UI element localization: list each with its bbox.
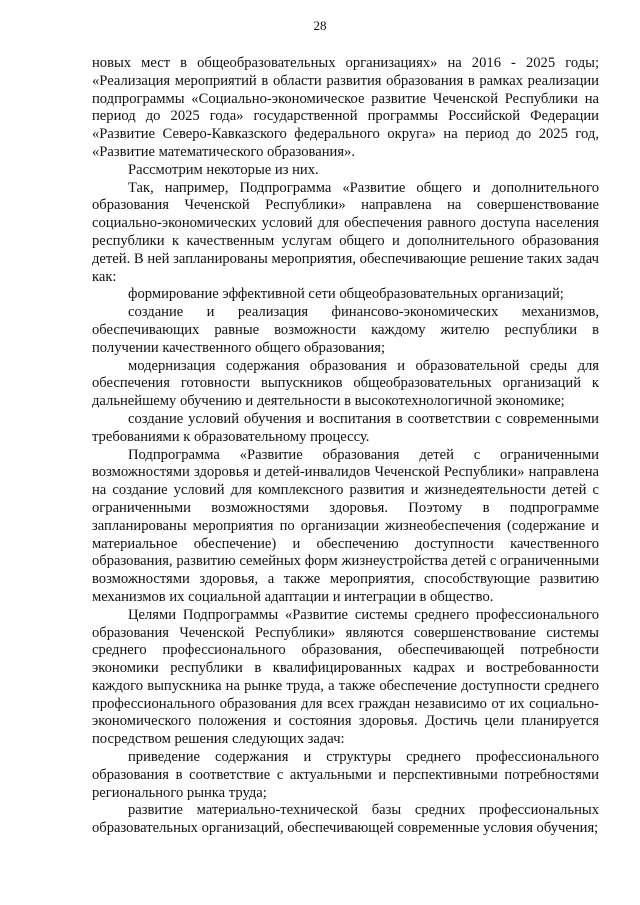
list-item: приведение содержания и структуры среднего профессионального образования в соответствие с актуальными и перспективными потребностями регионального рынка труда; [92, 749, 599, 801]
paragraph: Подпрограмма «Развитие образования детей с ограниченными возможностями здоровья и детей-инвалидов Чеченской Республики» направлена на создание условий для комплексного развития и жизнедеятельности детей с ограниченными возможностями здоровья. Поэтому в подпрограмме запланированы мероприятия по организации жизнеобеспечения (содержание и материальное обеспечение) и обеспечению доступности качественного образования, развитию семейных форм жизнеустройства детей с ограниченными возможностями здоровья, а также мероприятия, способствующие развитию механизмов их социальной адаптации и интеграции в общество. [92, 446, 599, 605]
paragraph: Так, например, Подпрограмма «Развитие общего и дополнительного образования Чеченской Республики» направлена на совершенствование социально-экономических условий для обеспечения равного доступа населения республики к качественным услугам общего и дополнительного образования детей. В ней запланированы мероприятия, обеспечивающие решение таких задач как: [92, 179, 599, 285]
document-body [92, 55, 599, 838]
paragraph: Целями Подпрограммы «Развитие системы среднего профессионального образования Чеченской Республики» являются совершенствование системы среднего профессионального образования, обеспечивающей потребности экономики республики в квалифицированных кадрах и востребованности каждого выпускника на рынке труда, а также обеспечение доступности среднего профессионального образования для всех граждан независимо от их социально-экономического положения и состояния здоровья. Достичь цели планируется посредством решения следующих задач: [92, 606, 599, 748]
list-item: формирование эффективной сети общеобразовательных организаций; [128, 286, 564, 303]
list-item: модернизация содержания образования и образовательной среды для обеспечения готовности выпускников общеобразовательных организаций к дальнейшему обучению и деятельности в высокотехнологичной экономике; [92, 357, 599, 410]
paragraph: новых мест в общеобразовательных организациях» на 2016 - 2025 годы; «Реализация мероприятий в области развития образования в рамках реализации подпрограммы «Социально-экономическое развитие Чеченской Республики на период до 2025 года» государственной программы Российской Федерации «Развитие Северо-Кавказского федерального округа» на период до 2025 год, «Развитие математического образования». [92, 55, 599, 160]
list-item: создание условий обучения и воспитания в соответствии с современными требованиями к образовательному процессу. [92, 410, 599, 445]
list-item: развитие материально-технической базы средних профессиональных образовательных организаций, обеспечивающей современные условия обучения; [92, 802, 599, 837]
list-item: создание и реализация финансово-экономических механизмов, обеспечивающих равные возможности каждому жителю республики в получении качественного общего образования; [92, 304, 599, 356]
page-number: 28 [313, 18, 327, 33]
paragraph: Рассмотрим некоторые из них. [128, 161, 319, 178]
